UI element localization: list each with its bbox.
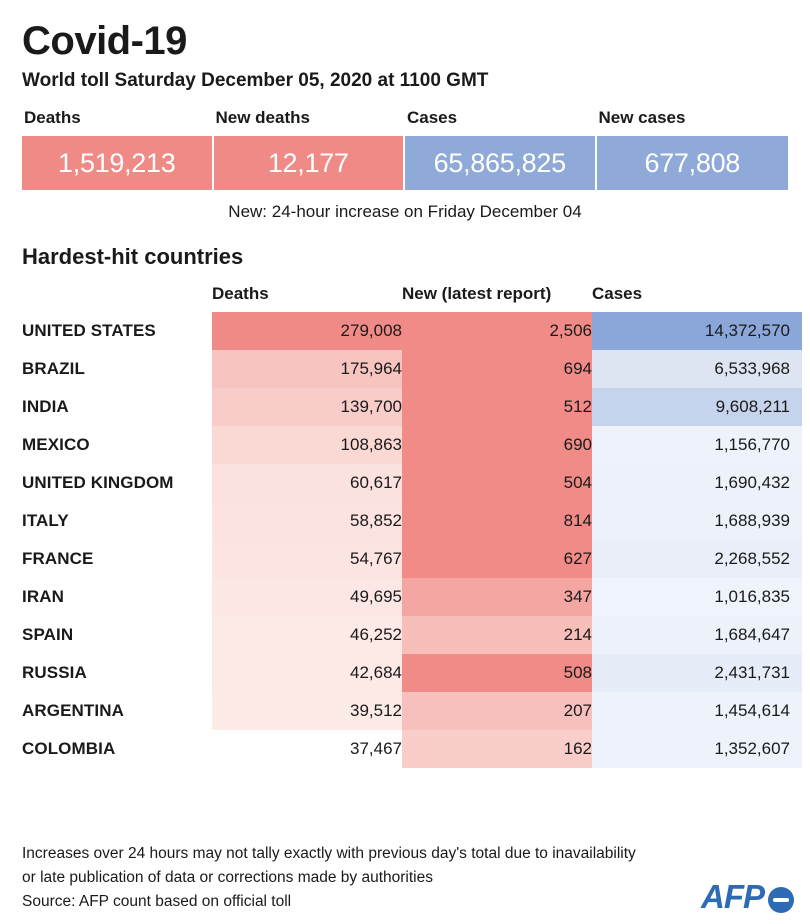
footer-line-3: Source: AFP count based on official toll [22, 892, 292, 910]
countries-table [22, 284, 802, 768]
country-cases-value: 1,016,835 [592, 578, 802, 616]
country-new-value: 347 [402, 578, 592, 616]
column-header-deaths: Deaths [212, 284, 269, 303]
country-deaths-value: 175,964 [212, 350, 402, 388]
country-cases-value: 1,688,939 [592, 502, 802, 540]
table-row [22, 388, 802, 426]
country-cases-value: 1,690,432 [592, 464, 802, 502]
table-row [22, 654, 802, 692]
country-deaths-value: 60,617 [212, 464, 402, 502]
country-name: SPAIN [22, 625, 74, 644]
table-row [22, 616, 802, 654]
country-new-value: 504 [402, 464, 592, 502]
footer-notes [22, 842, 788, 914]
country-name: FRANCE [22, 549, 94, 568]
country-deaths-value: 58,852 [212, 502, 402, 540]
footer-line-2: or late publication of data or corrections made by authorities [22, 868, 433, 886]
country-cases-value: 2,268,552 [592, 540, 802, 578]
summary-value-new-deaths: 12,177 [214, 136, 406, 190]
table-row [22, 692, 802, 730]
summary-value-new-cases: 677,808 [597, 136, 789, 190]
summary-value-deaths: 1,519,213 [22, 136, 214, 190]
country-cases-value: 1,352,607 [592, 730, 802, 768]
country-new-value: 214 [402, 616, 592, 654]
country-cases-value: 2,431,731 [592, 654, 802, 692]
country-name: ITALY [22, 511, 69, 530]
country-name: BRAZIL [22, 359, 85, 378]
summary-label-cases: Cases [407, 108, 458, 127]
country-deaths-value: 108,863 [212, 426, 402, 464]
country-new-value: 694 [402, 350, 592, 388]
summary-label-new-deaths: New deaths [215, 108, 310, 127]
country-deaths-value: 54,767 [212, 540, 402, 578]
afp-logo-mark-icon [768, 887, 794, 913]
country-name: MEXICO [22, 435, 90, 454]
country-cases-value: 1,454,614 [592, 692, 802, 730]
section-title-hardest-hit: Hardest-hit countries [22, 244, 244, 269]
summary-value-cases: 65,865,825 [405, 136, 597, 190]
afp-logo [701, 878, 794, 916]
country-cases-value: 1,684,647 [592, 616, 802, 654]
page-title: Covid-19 [22, 19, 187, 63]
table-row [22, 540, 802, 578]
column-header-cases: Cases [592, 284, 643, 303]
column-header-country [22, 284, 212, 312]
country-name: UNITED KINGDOM [22, 473, 174, 492]
table-row [22, 502, 802, 540]
page-subtitle: World toll Saturday December 05, 2020 at 1100 GMT [22, 70, 489, 91]
country-deaths-value: 39,512 [212, 692, 402, 730]
country-name: IRAN [22, 587, 64, 606]
afp-logo-text: AFP [701, 878, 764, 915]
table-row [22, 464, 802, 502]
country-deaths-value: 37,467 [350, 739, 402, 758]
country-name: UNITED STATES [22, 321, 156, 340]
country-new-value: 627 [402, 540, 592, 578]
country-new-value: 2,506 [402, 312, 592, 350]
table-row [22, 730, 802, 768]
column-header-new: New (latest report) [402, 284, 552, 303]
table-row [22, 578, 802, 616]
country-new-value: 814 [402, 502, 592, 540]
country-cases-value: 14,372,570 [592, 312, 802, 350]
table-row [22, 426, 802, 464]
summary-label-new-cases: New cases [598, 108, 686, 127]
country-cases-value: 9,608,211 [592, 388, 802, 426]
country-cases-value: 6,533,968 [592, 350, 802, 388]
table-row [22, 312, 802, 350]
country-new-value: 508 [402, 654, 592, 692]
country-new-value: 162 [402, 730, 592, 768]
country-deaths-value: 49,695 [212, 578, 402, 616]
summary-label-deaths: Deaths [24, 108, 81, 127]
country-new-value: 512 [402, 388, 592, 426]
country-deaths-value: 46,252 [212, 616, 402, 654]
country-deaths-value: 42,684 [212, 654, 402, 692]
table-row [22, 350, 802, 388]
country-new-value: 207 [402, 692, 592, 730]
country-deaths-value: 139,700 [212, 388, 402, 426]
country-name: ARGENTINA [22, 701, 124, 720]
country-name: COLOMBIA [22, 739, 116, 758]
country-cases-value: 1,156,770 [592, 426, 802, 464]
country-name: INDIA [22, 397, 69, 416]
country-name: RUSSIA [22, 663, 87, 682]
summary-note: New: 24-hour increase on Friday December 04 [228, 202, 582, 221]
footer-line-1: Increases over 24 hours may not tally exactly with previous day's total due to inavailability [22, 844, 636, 862]
country-new-value: 690 [402, 426, 592, 464]
table-header-row [22, 284, 802, 312]
country-deaths-value: 279,008 [212, 312, 402, 350]
world-toll-summary [22, 108, 788, 190]
